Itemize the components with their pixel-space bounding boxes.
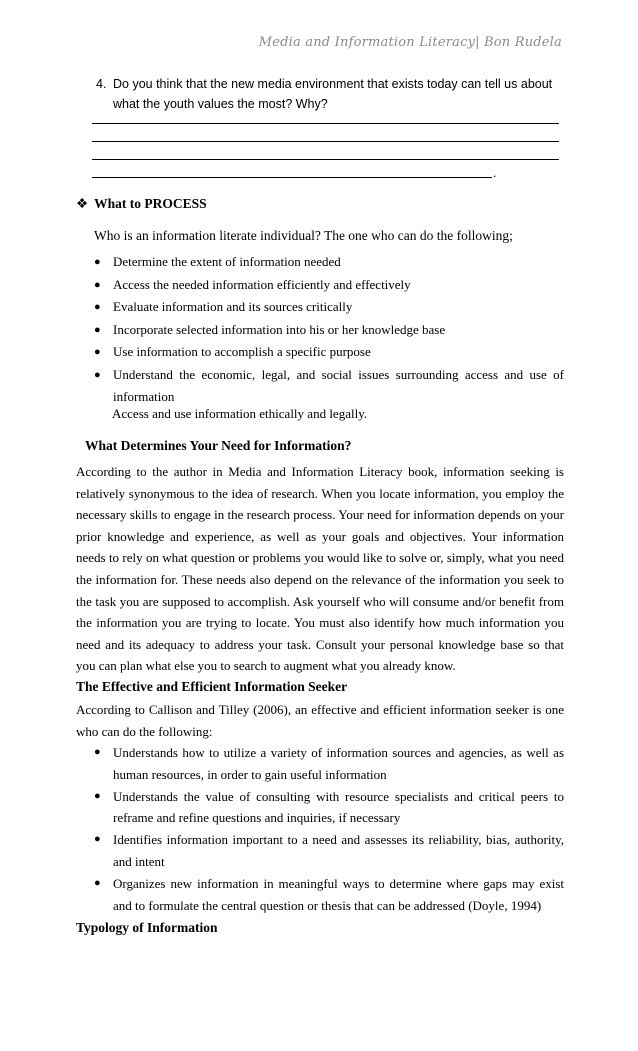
- list-item: [94, 319, 564, 341]
- question-number: 4.: [96, 77, 107, 91]
- list-item: [94, 364, 564, 408]
- process-extra-line: Access and use information ethically and legally.: [112, 406, 368, 421]
- bullet-icon: ●: [94, 876, 101, 889]
- seeker-skills-list: [94, 742, 564, 916]
- list-item: [94, 274, 564, 296]
- list-item-text: Evaluate information and its sources critically: [113, 299, 353, 314]
- need-paragraph: According to the author in Media and Information Literacy book, information seeking is relatively synonymous to the idea of research. When you locate information, you employ the necessary skills to engage in the research process. Your need for information depends on your prior knowledge and experience, as well as your goals and objectives. Your information needs to rely on what question or problems you would like to solve or, simply, what you need the information for. These needs also depend on the relevance of the information you seek to the task you are supposed to accomplish. Ask yourself who will consume and/or benefit from the information you are trying to locate. You must also identify how much information you need and its adequacy to address your task. Consult your personal knowledge base so that you can plan what else you to search to augment what you already know.: [76, 464, 564, 674]
- list-item-text: Identifies information important to a need and assesses its reliability, bias, authority, and intent: [113, 832, 564, 869]
- process-heading: [76, 196, 207, 212]
- bullet-icon: ●: [94, 833, 101, 846]
- list-item: [94, 829, 564, 873]
- process-intro: Who is an information literate individual? The one who can do the following;: [94, 228, 513, 243]
- question-4: [96, 74, 566, 114]
- list-item-text: Organizes new information in meaningful ways to determine where gaps may exist and to formulate the central question or thesis that can be addressed (Doyle, 1994): [113, 875, 564, 913]
- bullet-icon: ●: [94, 346, 101, 358]
- answer-line-3[interactable]: [92, 159, 559, 160]
- list-item: [94, 742, 564, 786]
- bullet-icon: ●: [94, 323, 101, 336]
- need-heading: What Determines Your Need for Information?: [85, 438, 352, 453]
- list-item: [94, 786, 564, 830]
- answer-line-1[interactable]: [92, 123, 559, 124]
- list-item-text: Use information to accomplish a specific purpose: [113, 344, 371, 359]
- bullet-icon: ●: [94, 256, 101, 268]
- list-item-text: Access the needed information efficiently and effectively: [113, 276, 411, 292]
- list-item: [94, 296, 564, 318]
- diamond-bullet-icon: ❖: [76, 196, 89, 211]
- bullet-icon: ●: [94, 368, 101, 381]
- typology-heading: Typology of Information: [76, 920, 218, 935]
- bullet-icon: ●: [94, 789, 101, 802]
- answer-line-4[interactable]: [92, 177, 492, 178]
- bullet-icon: ●: [94, 301, 101, 313]
- list-item-text: Understands how to utilize a variety of information sources and agencies, as well as human resources, in order to gain useful information: [113, 745, 564, 782]
- question-text: Do you think that the new media environment that exists today can tell us about what the youth values the most? Why?: [113, 77, 553, 111]
- literate-skills-list: [94, 251, 564, 408]
- bullet-icon: ●: [94, 278, 101, 291]
- list-item: [94, 251, 564, 273]
- bullet-icon: ●: [94, 746, 101, 758]
- list-item: [94, 873, 564, 917]
- list-item-text: Incorporate selected information into his or her knowledge base: [113, 321, 446, 337]
- list-item-text: Determine the extent of information needed: [113, 254, 341, 269]
- answer-line-2[interactable]: [92, 141, 559, 142]
- process-heading-text: What to PROCESS: [94, 196, 207, 211]
- answer-end-period: .: [493, 165, 497, 180]
- seeker-intro: According to Callison and Tilley (2006), an effective and efficient information seeker is one who can do the following:: [76, 702, 564, 739]
- list-item: [94, 341, 564, 363]
- list-item-text: Understand the economic, legal, and social issues surrounding access and use of information: [113, 366, 564, 404]
- list-item-text: Understands the value of consulting with resource specialists and critical peers to reframe and refine questions and inquiries, if necessary: [113, 788, 564, 826]
- running-header: Media and Information Literacy| Bon Rudela: [258, 35, 562, 50]
- seeker-heading: The Effective and Efficient Information Seeker: [76, 679, 348, 694]
